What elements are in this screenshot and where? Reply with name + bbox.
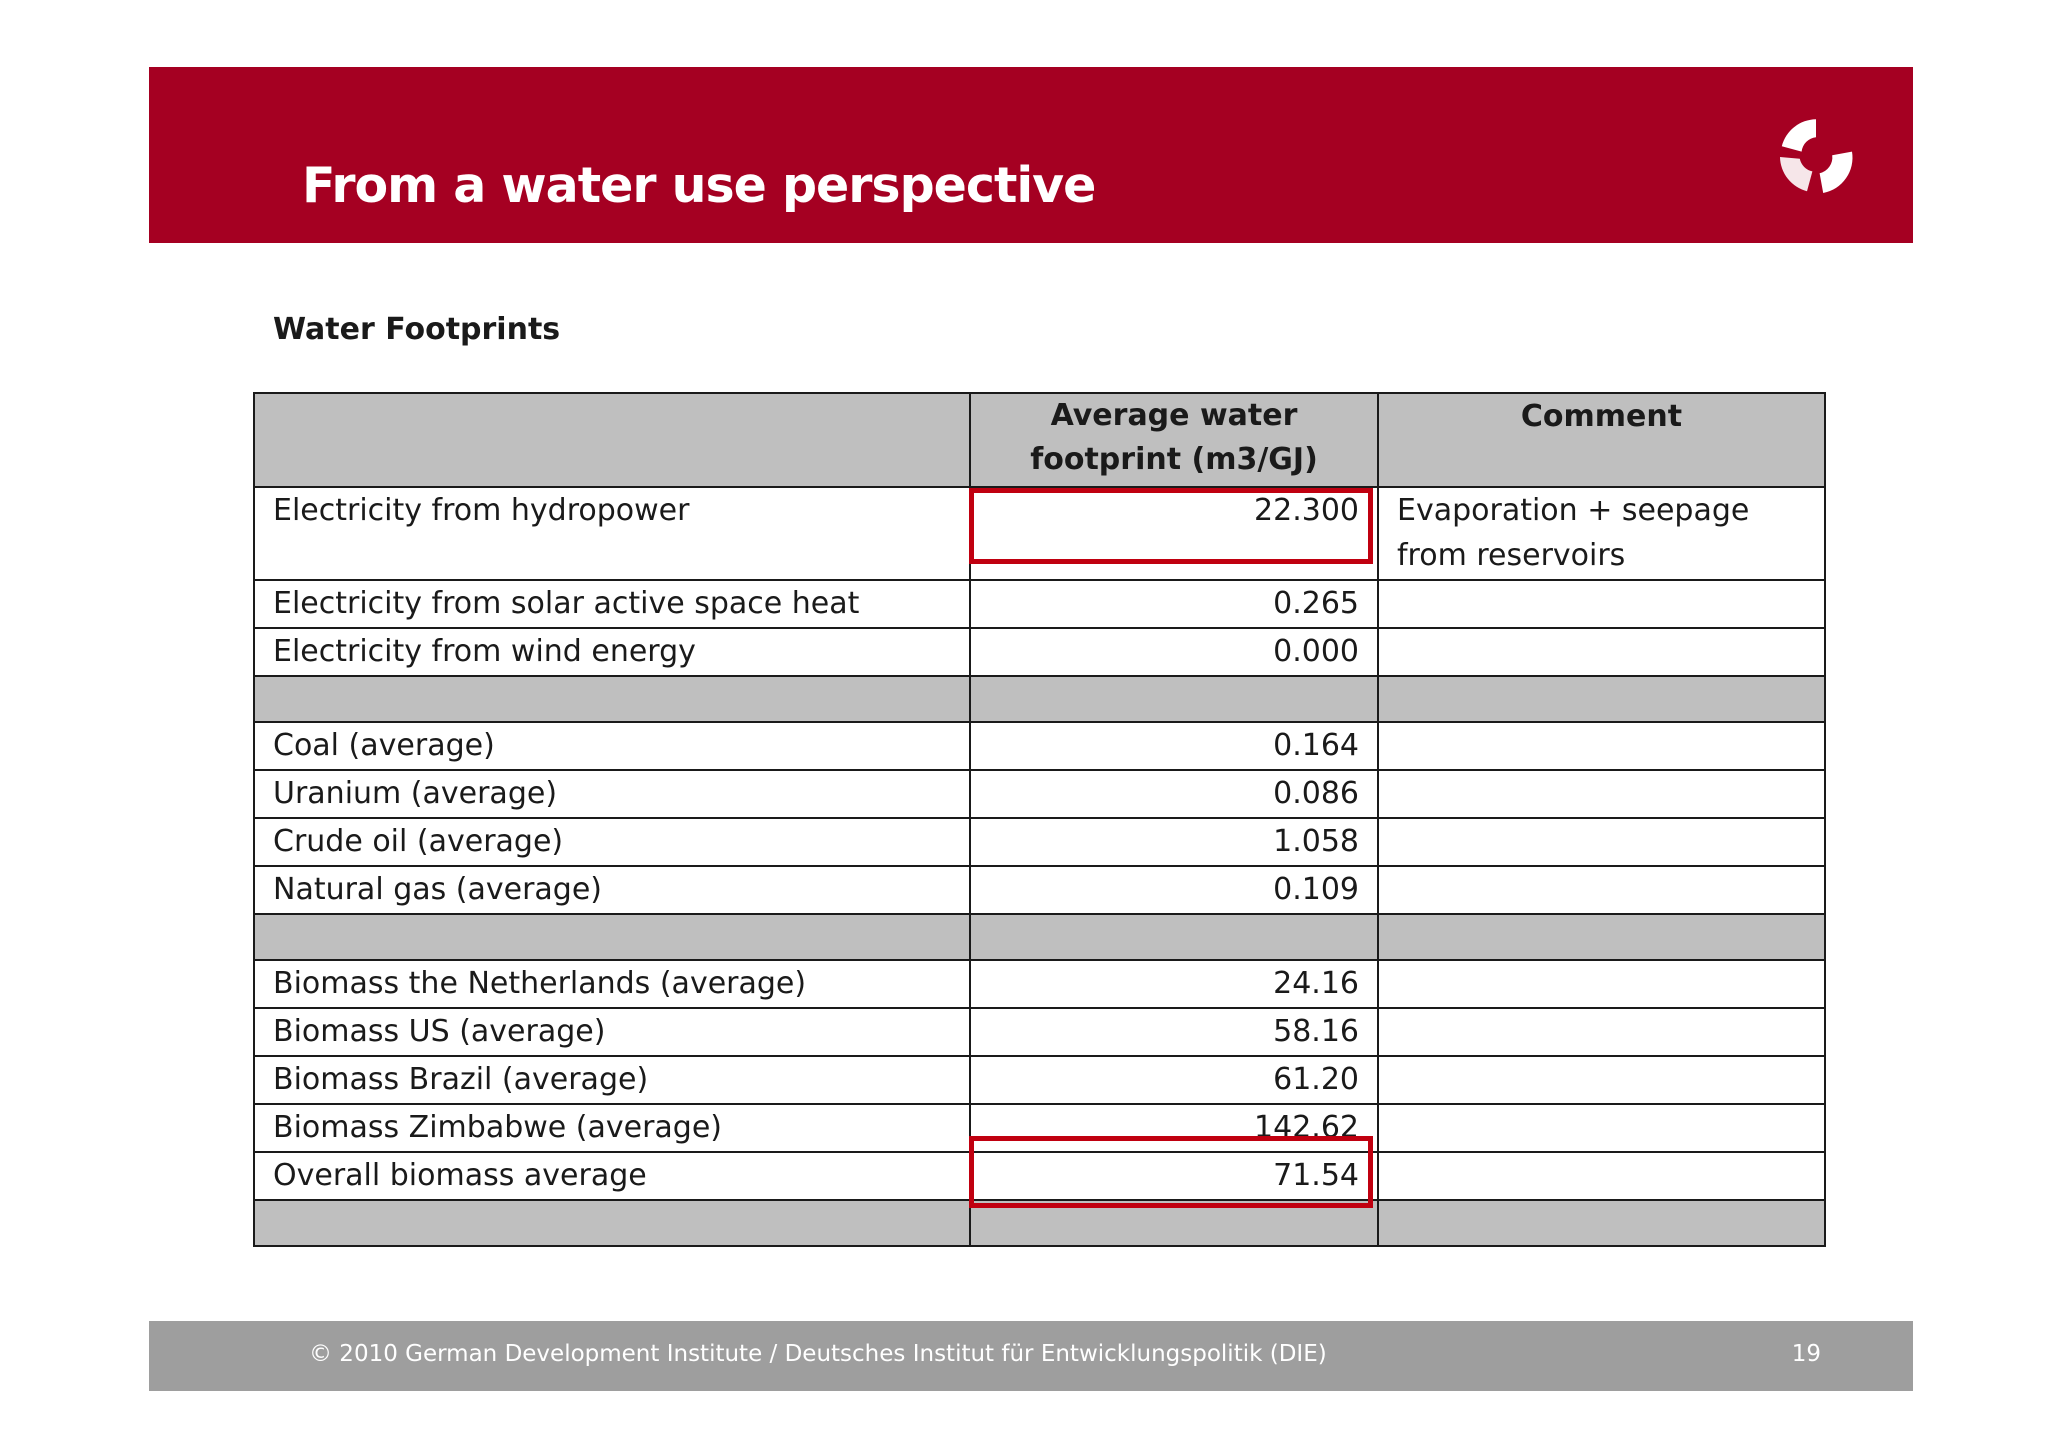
table-row	[254, 866, 1825, 914]
university-logo-icon	[1771, 112, 1861, 202]
slide-footer	[149, 1321, 1913, 1391]
row-label-cell: Coal (average)	[254, 722, 970, 770]
table-row	[254, 628, 1825, 676]
page-number: 19	[1791, 1341, 1821, 1367]
row-label-cell: Crude oil (average)	[254, 818, 970, 866]
row-comment-cell	[1378, 1056, 1825, 1104]
row-comment-cell: Evaporation + seepage from reservoirs	[1378, 487, 1825, 580]
header-cell-label	[254, 393, 970, 487]
highlight-box-hydropower	[969, 488, 1373, 564]
row-comment-cell	[1378, 628, 1825, 676]
row-comment-cell	[1378, 580, 1825, 628]
table-separator-row	[254, 914, 1825, 960]
table-row	[254, 1008, 1825, 1056]
row-value-cell: 0.109	[970, 866, 1378, 914]
row-label-cell: Electricity from solar active space heat	[254, 580, 970, 628]
row-label-cell: Natural gas (average)	[254, 866, 970, 914]
table-caption: Water Footprints	[273, 312, 561, 347]
row-value-cell: 0.265	[970, 580, 1378, 628]
table-row	[254, 1056, 1825, 1104]
row-label-cell: Electricity from wind energy	[254, 628, 970, 676]
row-comment-cell	[1378, 914, 1825, 960]
row-value-cell: 61.20	[970, 1056, 1378, 1104]
row-value-cell	[970, 676, 1378, 722]
table-row	[254, 580, 1825, 628]
row-comment-cell	[1378, 1104, 1825, 1152]
table-row	[254, 770, 1825, 818]
row-label-cell: Biomass US (average)	[254, 1008, 970, 1056]
row-comment-cell	[1378, 866, 1825, 914]
table-row	[254, 722, 1825, 770]
copyright-text: © 2010 German Development Institute / Deutsches Institut für Entwicklungspolitik (DIE)	[309, 1341, 1327, 1367]
row-value-cell: 142.62	[970, 1104, 1378, 1152]
row-value-cell: 0.164	[970, 722, 1378, 770]
row-comment-cell	[1378, 1152, 1825, 1200]
row-comment-cell	[1378, 960, 1825, 1008]
row-label-cell: Uranium (average)	[254, 770, 970, 818]
row-comment-cell	[1378, 770, 1825, 818]
row-value-cell	[970, 914, 1378, 960]
slide-header	[149, 67, 1913, 243]
row-label-cell: Overall biomass average	[254, 1152, 970, 1200]
row-comment-cell	[1378, 722, 1825, 770]
row-label-cell: Biomass the Netherlands (average)	[254, 960, 970, 1008]
row-label-cell: Biomass Brazil (average)	[254, 1056, 970, 1104]
row-comment-cell	[1378, 1008, 1825, 1056]
row-comment-cell	[1378, 818, 1825, 866]
row-comment-cell	[1378, 1200, 1825, 1246]
water-footprint-table	[253, 392, 1824, 1247]
row-value-cell: 1.058	[970, 818, 1378, 866]
row-value-cell: 0.000	[970, 628, 1378, 676]
slide-title: From a water use perspective	[302, 157, 1096, 214]
row-label-cell	[254, 1200, 970, 1246]
row-value-cell: 58.16	[970, 1008, 1378, 1056]
header-footprint-text: Average water footprint (m3/GJ)	[1030, 398, 1318, 477]
header-cell-comment: Comment	[1378, 393, 1825, 487]
table-row	[254, 818, 1825, 866]
row-value-cell: 22.300	[970, 487, 1378, 580]
header-cell-footprint	[970, 393, 1378, 487]
row-value-cell: 24.16	[970, 960, 1378, 1008]
highlight-box-biomass-average	[969, 1136, 1373, 1208]
row-label-cell	[254, 914, 970, 960]
row-comment-cell	[1378, 676, 1825, 722]
table-separator-row	[254, 676, 1825, 722]
row-label-cell: Electricity from hydropower	[254, 487, 970, 580]
row-label-cell: Biomass Zimbabwe (average)	[254, 1104, 970, 1152]
row-label-cell	[254, 676, 970, 722]
row-value-cell: 0.086	[970, 770, 1378, 818]
table-row	[254, 960, 1825, 1008]
row-value-cell: 71.54	[970, 1152, 1378, 1200]
